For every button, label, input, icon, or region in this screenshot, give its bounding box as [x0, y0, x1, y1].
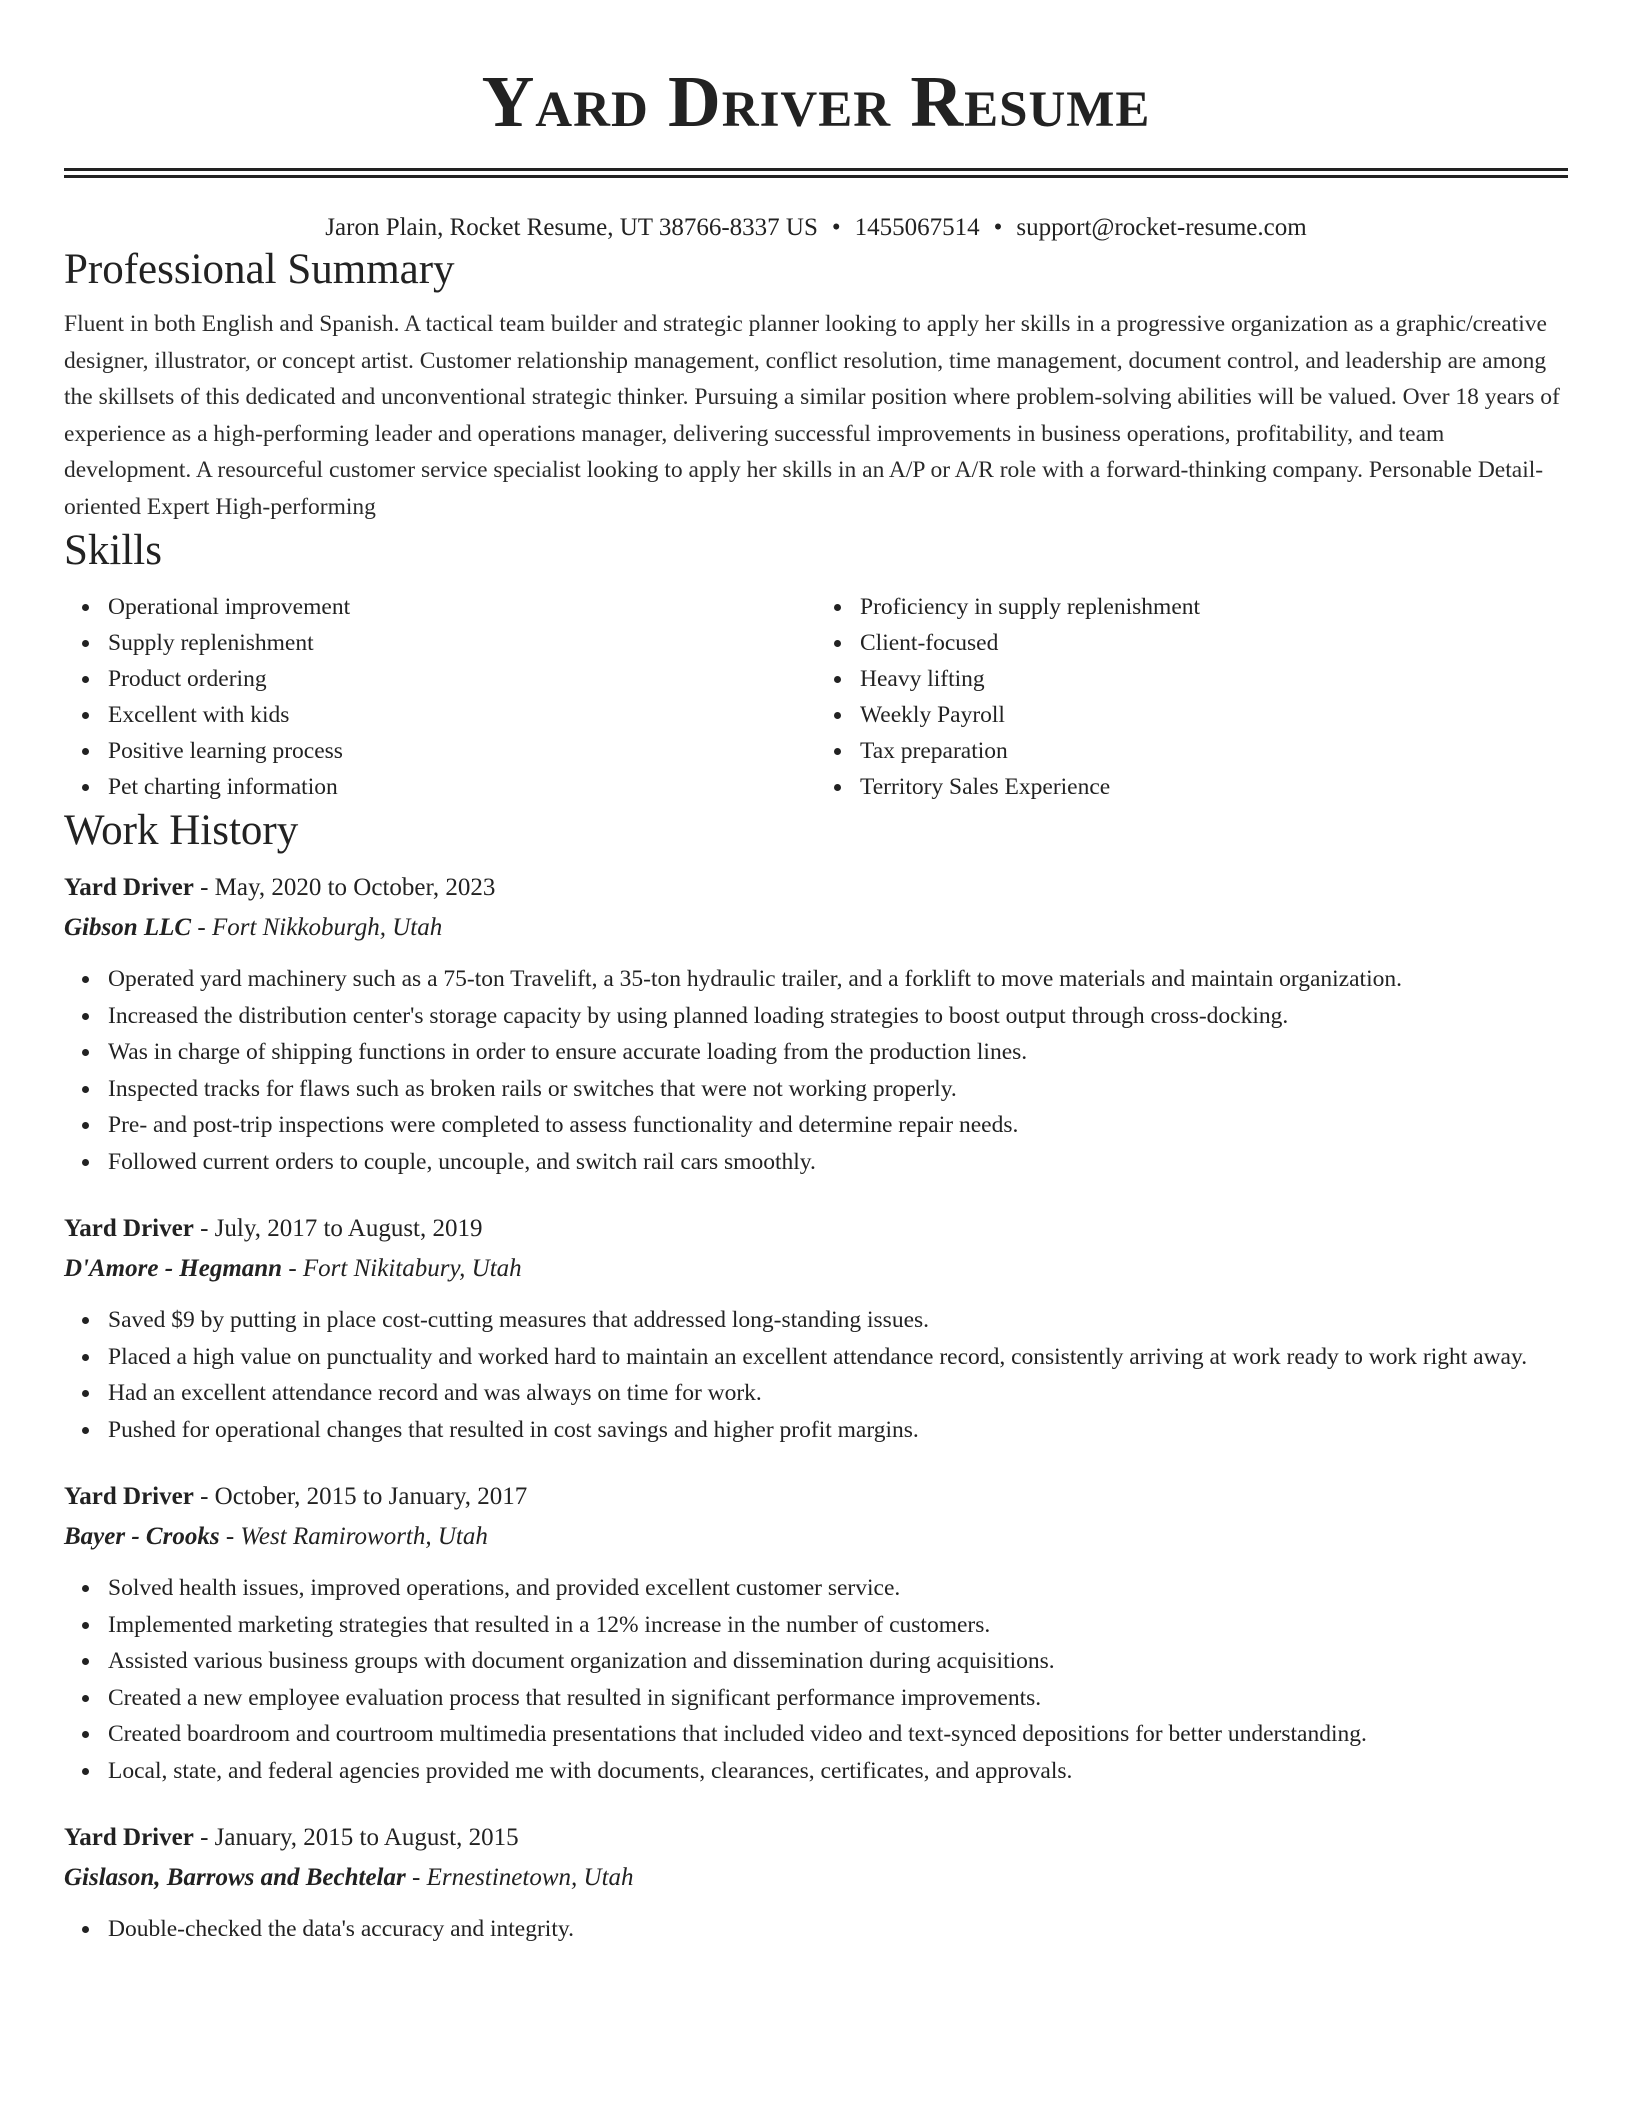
skills-list-right — [816, 589, 1568, 805]
job-title-line: Yard Driver - October, 2015 to January, 2017 — [64, 1483, 528, 1510]
job-bullets — [64, 1570, 1568, 1789]
job-bullet-text: Implemented marketing strategies that resulted in a 12% increase in the number of customers. — [108, 1611, 991, 1638]
bullet-icon — [82, 784, 89, 791]
job-bullets — [64, 961, 1568, 1180]
skill-label: Tax preparation — [860, 738, 1008, 764]
skill-label: Supply replenishment — [108, 630, 314, 656]
bullet-icon — [834, 748, 841, 755]
job-bullet — [108, 1071, 1568, 1108]
job-title: Yard Driver — [64, 874, 194, 901]
bullet-icon — [82, 1086, 89, 1093]
job-dates: January, 2015 to August, 2015 — [214, 1824, 519, 1851]
skill-item — [108, 769, 816, 805]
job-bullet-text: Assisted various business groups with document organization and dissemination during acquisitions. — [108, 1648, 1055, 1674]
skill-item — [108, 697, 816, 733]
job-bullet — [108, 1302, 1568, 1339]
bullet-icon — [82, 1427, 89, 1434]
job-entry — [64, 869, 1568, 1180]
skill-item — [108, 661, 816, 697]
job-title-line: Yard Driver - July, 2017 to August, 2019 — [64, 1215, 483, 1242]
bullet-icon — [82, 1049, 89, 1056]
skill-label: Excellent with kids — [108, 702, 290, 728]
bullet-icon — [82, 1122, 89, 1129]
skill-label: Client-focused — [860, 630, 999, 656]
bullet-icon — [82, 1013, 89, 1020]
bullet-icon — [82, 1768, 89, 1775]
job-bullet-text: Pushed for operational changes that resulted in cost savings and higher profit margins. — [108, 1416, 919, 1443]
job-bullet — [108, 1144, 1568, 1181]
work-history-heading: Work History — [64, 807, 299, 854]
job-location: Fort Nikitabury, Utah — [302, 1255, 522, 1282]
bullet-icon — [82, 748, 89, 755]
job-bullet — [108, 1375, 1568, 1412]
bullet-icon — [82, 1390, 89, 1397]
contact-email: support@rocket-resume.com — [1016, 214, 1307, 241]
bullet-icon — [82, 1585, 89, 1592]
job-location: Ernestinetown, Utah — [426, 1864, 634, 1891]
job-bullet-text: Placed a high value on punctuality and worked hard to maintain an excellent attendance record, consistently arriving at work ready to work right away. — [108, 1343, 1528, 1370]
job-dates: July, 2017 to August, 2019 — [214, 1215, 483, 1242]
job-bullet — [108, 1412, 1568, 1449]
summary-heading: Professional Summary — [64, 246, 455, 293]
skill-label: Operational improvement — [108, 594, 351, 620]
job-entry — [64, 1819, 1568, 1948]
job-title: Yard Driver — [64, 1215, 194, 1242]
job-company: Gislason, Barrows and Bechtelar — [64, 1864, 406, 1891]
job-bullet — [108, 1911, 1568, 1948]
bullet-icon — [834, 640, 841, 647]
bullet-icon — [834, 784, 841, 791]
skills-heading: Skills — [64, 527, 162, 574]
job-bullet — [108, 1753, 1568, 1790]
skill-item — [860, 733, 1568, 769]
job-bullet-text: Local, state, and federal agencies provided me with documents, clearances, certificates, and approvals. — [108, 1757, 1073, 1784]
bullet-icon — [82, 1159, 89, 1166]
job-company: Gibson LLC — [64, 914, 192, 941]
skill-label: Positive learning process — [108, 738, 343, 764]
job-bullet — [108, 1339, 1568, 1376]
job-dates: May, 2020 to October, 2023 — [214, 874, 496, 901]
bullet-icon — [82, 1658, 89, 1665]
job-bullet — [108, 1107, 1568, 1144]
job-title-line: Yard Driver - May, 2020 to October, 2023 — [64, 874, 496, 901]
contact-line — [64, 212, 1568, 244]
contact-phone: 1455067514 — [854, 214, 980, 241]
bullet-icon — [82, 676, 89, 683]
resume-title: Yard Driver Resume — [481, 61, 1151, 142]
job-bullet-text: Created a new employee evaluation process that resulted in significant performance improvements. — [108, 1684, 1042, 1711]
job-bullet-text: Solved health issues, improved operations, and provided excellent customer service. — [108, 1575, 901, 1601]
job-company: Bayer - Crooks — [64, 1523, 220, 1550]
job-bullet — [108, 961, 1568, 998]
job-bullet — [108, 1607, 1568, 1644]
job-bullet — [108, 998, 1568, 1035]
job-bullet — [108, 1716, 1568, 1753]
contact-separator: • — [831, 214, 841, 241]
job-company: D'Amore - Hegmann — [64, 1255, 283, 1282]
job-bullets — [64, 1911, 1568, 1948]
job-bullet-text: Saved $9 by putting in place cost-cutting measures that addressed long-standing issues. — [108, 1307, 930, 1333]
bullet-icon — [834, 604, 841, 611]
job-title: Yard Driver — [64, 1824, 194, 1851]
skill-label: Product ordering — [108, 666, 267, 692]
bullet-icon — [82, 1354, 89, 1361]
skill-item — [108, 589, 816, 625]
bullet-icon — [834, 676, 841, 683]
job-bullet — [108, 1680, 1568, 1717]
job-bullets — [64, 1302, 1568, 1448]
job-company-line: Bayer - Crooks - West Ramiroworth, Utah — [64, 1523, 488, 1550]
bullet-icon — [82, 640, 89, 647]
bullet-icon — [82, 1926, 89, 1933]
job-bullet-text: Increased the distribution center's storage capacity by using planned loading strategies to boost output through cross-docking. — [108, 1002, 1289, 1029]
job-bullet-text: Double-checked the data's accuracy and integrity. — [108, 1916, 574, 1942]
bullet-icon — [82, 604, 89, 611]
job-company-line: Gibson LLC - Fort Nikkoburgh, Utah — [64, 914, 443, 941]
skill-item — [860, 625, 1568, 661]
skill-item — [860, 769, 1568, 805]
job-entry — [64, 1210, 1568, 1448]
skills-grid — [64, 589, 1568, 805]
skill-label: Pet charting information — [108, 774, 338, 800]
job-location: Fort Nikkoburgh, Utah — [211, 914, 443, 941]
skill-item — [108, 625, 816, 661]
bullet-icon — [82, 712, 89, 719]
bullet-icon — [82, 976, 89, 983]
summary-text: Fluent in both English and Spanish. A tactical team builder and strategic planner looking to apply her skills in a progressive organization as a graphic/creative designer, illustrator, or concept artist. Customer relationship management, conflict resolution, time management, document control, and leadership are among the skillsets of this dedicated and unconventional strategic thinker. Pursuing a similar position where problem-solving abilities will be valued. Over 18 years of experience as a high-performing leader and operations manager, delivering successful improvements in business operations, profitability, and team development. A resourceful customer service specialist looking to apply her skills in an A/P or A/R role with a forward-thinking company. Personable Detail-oriented Expert High-performing — [64, 311, 1560, 520]
job-bullet-text: Operated yard machinery such as a 75-ton Travelift, a 35-ton hydraulic trailer, and a forklift to move materials and maintain organization. — [108, 966, 1402, 992]
job-company-line: Gislason, Barrows and Bechtelar - Ernestinetown, Utah — [64, 1864, 634, 1891]
job-bullet — [108, 1034, 1568, 1071]
skill-item — [108, 733, 816, 769]
job-bullet-text: Pre- and post-trip inspections were completed to assess functionality and determine repair needs. — [108, 1112, 1019, 1138]
job-bullet — [108, 1570, 1568, 1607]
job-company-line: D'Amore - Hegmann - Fort Nikitabury, Utah — [64, 1255, 522, 1282]
contact-separator: • — [993, 214, 1003, 241]
job-entry — [64, 1478, 1568, 1789]
job-bullet-text: Had an excellent attendance record and was always on time for work. — [108, 1380, 762, 1406]
job-location: West Ramiroworth, Utah — [240, 1523, 488, 1550]
skill-label: Weekly Payroll — [860, 702, 1005, 728]
title-double-rule — [64, 168, 1568, 178]
bullet-icon — [834, 712, 841, 719]
bullet-icon — [82, 1731, 89, 1738]
job-bullet-text: Inspected tracks for flaws such as broken rails or switches that were not working properly. — [108, 1075, 957, 1102]
job-bullet-text: Followed current orders to couple, uncouple, and switch rail cars smoothly. — [108, 1148, 816, 1175]
skill-label: Heavy lifting — [860, 666, 985, 692]
job-bullet — [108, 1643, 1568, 1680]
job-title: Yard Driver — [64, 1483, 194, 1510]
skill-item — [860, 661, 1568, 697]
resume-page — [64, 0, 1568, 1948]
job-title-line: Yard Driver - January, 2015 to August, 2015 — [64, 1824, 519, 1851]
skill-item — [860, 697, 1568, 733]
skill-label: Proficiency in supply replenishment — [860, 594, 1201, 620]
bullet-icon — [82, 1317, 89, 1324]
skill-label: Territory Sales Experience — [860, 774, 1111, 800]
job-bullet-text: Created boardroom and courtroom multimedia presentations that included video and text-synced depositions for better understanding. — [108, 1721, 1367, 1747]
skill-item — [860, 589, 1568, 625]
bullet-icon — [82, 1695, 89, 1702]
contact-address: Jaron Plain, Rocket Resume, UT 38766-8337 US — [325, 214, 818, 241]
job-dates: October, 2015 to January, 2017 — [214, 1483, 528, 1510]
bullet-icon — [82, 1622, 89, 1629]
job-bullet-text: Was in charge of shipping functions in order to ensure accurate loading from the production lines. — [108, 1039, 1028, 1065]
skills-list-left — [64, 589, 816, 805]
